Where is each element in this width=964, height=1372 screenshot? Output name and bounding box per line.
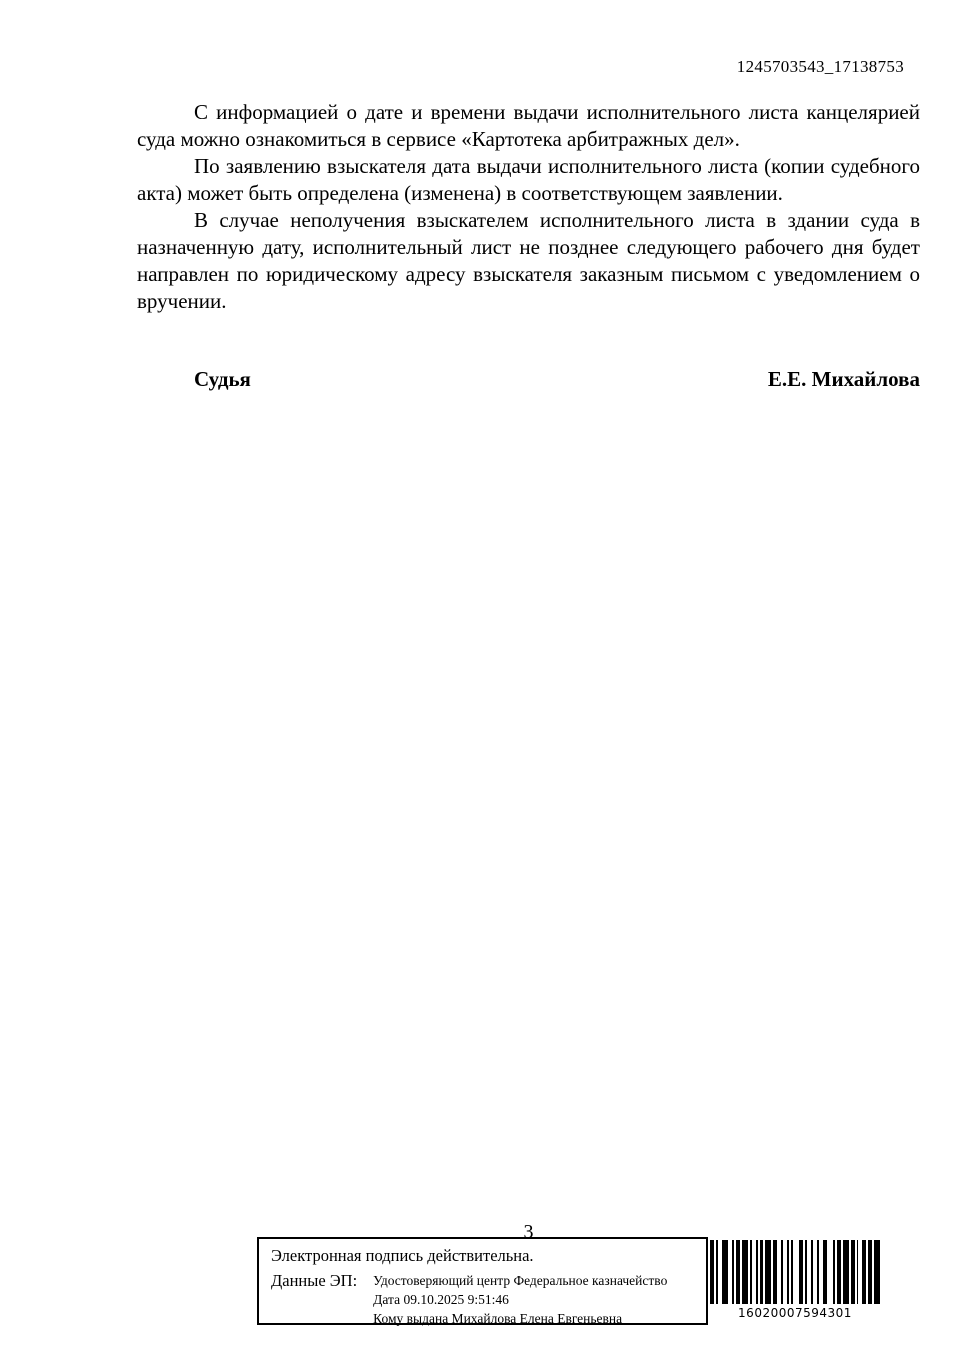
barcode-bars-icon xyxy=(710,1240,880,1304)
signature-row xyxy=(137,366,920,393)
document-number: 1245703543_17138753 xyxy=(736,57,904,76)
stamp-data-row xyxy=(271,1271,694,1328)
electronic-signature-stamp xyxy=(257,1237,708,1325)
page-number: 3 xyxy=(523,1221,534,1243)
paragraph-non-receipt: В случае неполучения взыскателем исполнительного листа в здании суда в назначенную дату, исполнительный лист не позднее следующего рабочего дня будет направлен по юридическому адресу взыскателя заказным письмом с уведомлением о вручении. xyxy=(137,208,920,313)
stamp-date: Дата 09.10.2025 9:51:46 xyxy=(373,1292,509,1307)
signature-role: Судья xyxy=(194,367,251,391)
stamp-issued-to: Кому выдана Михайлова Елена Евгеньевна xyxy=(373,1311,623,1326)
barcode-number: 16020007594301 xyxy=(738,1306,852,1320)
paragraph-issue-info: С информацией о дате и времени выдачи исполнительного листа канцелярией суда можно ознакомиться в сервисе «Картотека арбитражных дел». xyxy=(137,100,920,151)
barcode xyxy=(710,1240,880,1321)
signature-name: Е.Е. Михайлова xyxy=(767,367,920,391)
document-body xyxy=(137,99,920,393)
stamp-status-text: Электронная подпись действительна. xyxy=(271,1246,534,1265)
stamp-certifying-center: Удостоверяющий центр Федеральное казначейство xyxy=(373,1273,668,1288)
stamp-data-values xyxy=(373,1271,667,1328)
stamp-data-label: Данные ЭП: xyxy=(271,1271,358,1290)
paragraph-claimant-request: По заявлению взыскателя дата выдачи исполнительного листа (копии судебного акта) может быть определена (изменена) в соответствующем заявлении. xyxy=(137,154,920,205)
